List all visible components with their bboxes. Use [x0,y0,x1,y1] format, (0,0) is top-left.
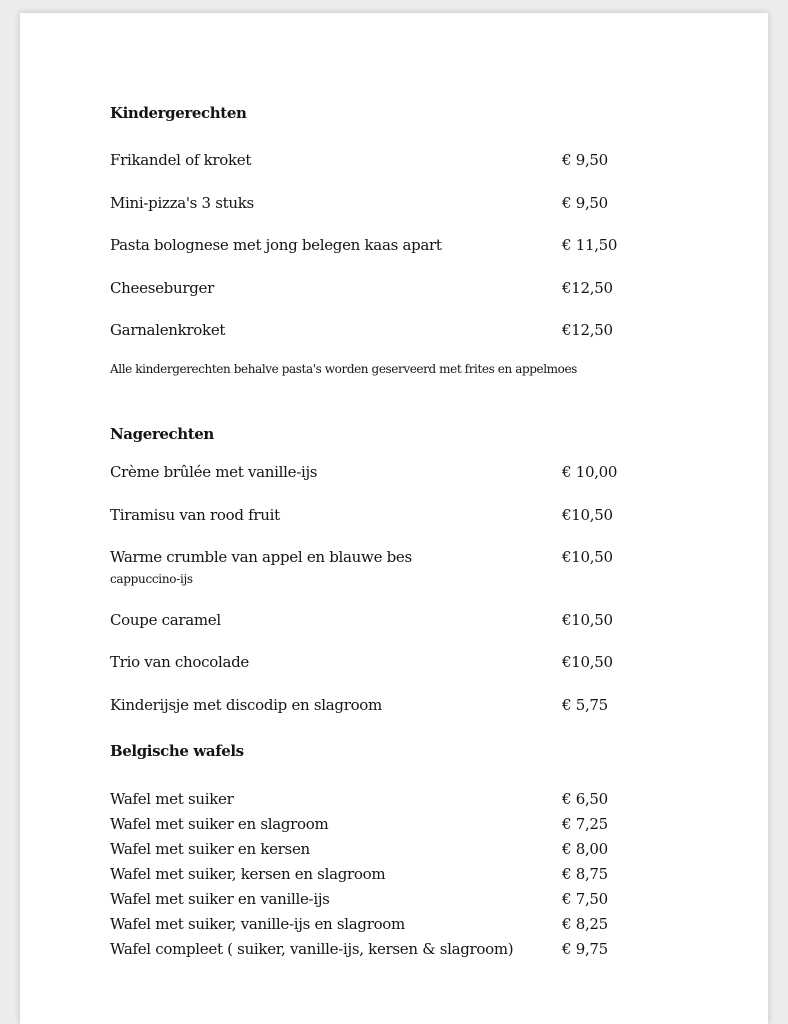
menu-item-name: Pasta bolognese met jong belegen kaas apart [110,236,442,254]
menu-item-price: €10,50 [562,506,613,524]
menu-item-name: Wafel met suiker [110,790,234,808]
menu-item-name: Wafel met suiker, kersen en slagroom [110,865,386,883]
menu-item-price: € 8,75 [562,865,608,883]
menu-item-name: Wafel met suiker en vanille-ijs [110,890,330,908]
menu-item-price: €10,50 [562,611,613,629]
menu-item-price: € 11,50 [562,236,618,254]
menu-item-price: € 9,50 [562,151,608,169]
menu-item-name: Wafel compleet ( suiker, vanille-ijs, kersen & slagroom) [110,940,514,958]
section-heading-belgische-wafels: Belgische wafels [110,742,244,760]
menu-item-name: Crème brûlée met vanille-ijs [110,463,318,481]
kindergerechten-note: Alle kindergerechten behalve pasta's worden geserveerd met frites en appelmoes [110,362,577,376]
menu-item-price: € 7,25 [562,815,608,833]
menu-item-name: Coupe caramel [110,611,221,629]
menu-item-price: €12,50 [562,321,613,339]
menu-item-name: Wafel met suiker, vanille-ijs en slagroom [110,915,405,933]
menu-item-name: Frikandel of kroket [110,151,252,169]
menu-item-price: € 8,00 [562,840,608,858]
section-heading-nagerechten: Nagerechten [110,425,214,443]
menu-item-price: €10,50 [562,548,613,566]
menu-page [20,13,768,1024]
menu-item-name: Wafel met suiker en slagroom [110,815,329,833]
menu-item-price: € 9,50 [562,194,608,212]
menu-item-name: Kinderijsje met discodip en slagroom [110,696,382,714]
menu-item-price: € 10,00 [562,463,618,481]
section-heading-kindergerechten: Kindergerechten [110,104,247,122]
menu-item-name: Garnalenkroket [110,321,226,339]
menu-item-price: € 7,50 [562,890,608,908]
menu-item-name: Warme crumble van appel en blauwe bes [110,548,412,566]
menu-item-price: €10,50 [562,653,613,671]
menu-item-price: € 5,75 [562,696,608,714]
menu-item-name: Wafel met suiker en kersen [110,840,310,858]
menu-item-price: € 6,50 [562,790,608,808]
menu-item-name: Trio van chocolade [110,653,249,671]
menu-item-name: Cheeseburger [110,279,214,297]
menu-item-price: € 9,75 [562,940,608,958]
menu-item-price: €12,50 [562,279,613,297]
menu-item-name: Mini-pizza's 3 stuks [110,194,254,212]
menu-item-name: Tiramisu van rood fruit [110,506,280,524]
menu-item-subtext: cappuccino-ijs [110,572,193,586]
menu-item-price: € 8,25 [562,915,608,933]
